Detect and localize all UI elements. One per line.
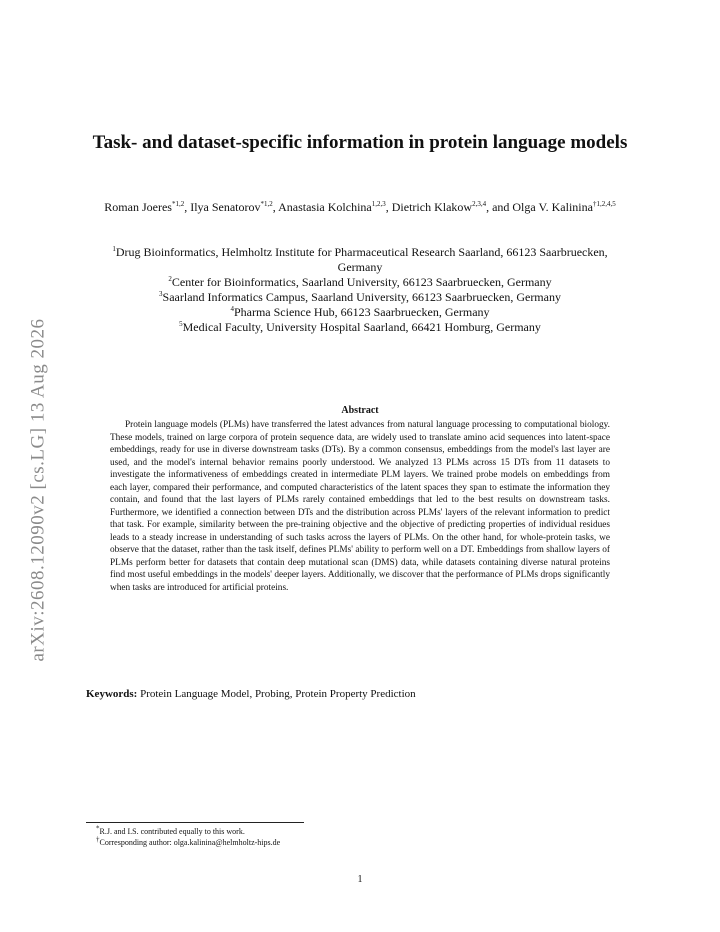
author-separator: , [184, 200, 191, 214]
affiliation-item [90, 275, 630, 290]
affiliation-number: 1 [112, 245, 116, 253]
affiliation-item [90, 290, 630, 305]
author-name: Ilya Senatorov [190, 200, 261, 214]
keywords-line [86, 688, 646, 700]
footnote-item [96, 826, 596, 837]
footnote-mark: † [96, 835, 100, 844]
author-separator: , [272, 200, 279, 214]
keywords-label: Keywords: [86, 688, 138, 700]
affiliation-item [90, 245, 630, 275]
footnote-list [96, 826, 596, 848]
affiliation-number: 2 [168, 275, 172, 283]
abstract-body: Protein language models (PLMs) have transferred the latest advances from natural language processing to computational biology. These models, trained on large corpora of protein sequence data, are widely used to translate amino acid sequences into latent-space embeddings, ready for use in diverse downstream tasks (DTs). By a common consensus, embeddings from the model's last layer are used, and the model's internal behavior remains poorly understood. We analyzed 13 PLMs across 15 DTs from 11 datasets to investigate the informativeness of embeddings created in intermediate PLM layers. We trained probe models on embeddings from each layer, compared their performance, and computed characteristics of the latent spaces they span to estimate the information they contain, and found that the last layers of PLMs rarely contained embeddings that led to the best results on downstream tasks. Furthermore, we identified a connection between DTs and the distribution across PLMs' layers of the relevant information to predict that task. For example, similarity between the pre-training objective and the objective of predicting properties of individual residues leads to a steady increase in understanding of such tasks across the layers of PLMs. On the other hand, for whole-protein tasks, we observe that the dataset, rather than the task itself, defines PLMs' ability to perform well on a DT. Embeddings from shallow layers of PLMs perform better for datasets that contain deep mutational scan (DMS) data, while datasets containing diverse natural proteins find most useful embeddings in the models' deeper layers. Additionally, we discover that the performance of PLMs drops significantly when tasks are introduced for artificial proteins. [110, 420, 610, 593]
author-name: Olga V. Kalinina [512, 200, 593, 214]
author-name: Dietrich Klakow [391, 200, 473, 214]
affiliation-item [90, 305, 630, 320]
footnote-text: Corresponding author: olga.kalinina@helmholtz-hips.de [99, 838, 281, 847]
paper-title: Task- and dataset-specific information in protein language models [92, 132, 628, 153]
keywords-text: Protein Language Model, Probing, Protein Property Prediction [140, 688, 416, 700]
affiliation-text: Saarland Informatics Campus, Saarland University, 66123 Saarbruecken, Germany [162, 290, 561, 304]
affiliation-number: 4 [230, 305, 234, 313]
page-number: 1 [357, 874, 363, 885]
author-name: Roman Joeres [104, 200, 172, 214]
author-separator: , [385, 200, 392, 214]
author-list [80, 200, 640, 215]
arxiv-identifier-text: arXiv:2608.12090v2 [cs.LG] 13 Aug 2026 [28, 318, 49, 662]
affiliation-number: 5 [179, 320, 183, 328]
author-affiliation-mark: †1,2,4,5 [592, 200, 616, 208]
footnote-divider [86, 822, 304, 823]
footnote-mark: * [96, 824, 100, 833]
author-affiliation-mark: 1,2,3 [371, 200, 386, 208]
affiliation-text: Center for Bioinformatics, Saarland University, 66123 Saarbruecken, Germany [171, 275, 552, 289]
arxiv-identifier-stamp [22, 318, 56, 662]
author-affiliation-mark: *1,2 [260, 200, 273, 208]
author-affiliation-mark: *1,2 [171, 200, 185, 208]
affiliation-list [90, 245, 630, 335]
author-separator: , and [486, 200, 513, 214]
abstract-heading: Abstract [341, 405, 379, 416]
affiliation-text: Drug Bioinformatics, Helmholtz Institute for Pharmaceutical Research Saarland, 66123 Saarbruecken, Germany [115, 245, 608, 274]
footnote-text: R.J. and I.S. contributed equally to this work. [99, 827, 245, 836]
author-affiliation-mark: 2,3,4 [472, 200, 487, 208]
author-name: Anastasia Kolchina [278, 200, 372, 214]
affiliation-text: Medical Faculty, University Hospital Saarland, 66421 Homburg, Germany [182, 320, 541, 334]
affiliation-number: 3 [159, 290, 163, 298]
footnote-item [96, 837, 596, 848]
affiliation-item [90, 320, 630, 335]
affiliation-text: Pharma Science Hub, 66123 Saarbruecken, Germany [233, 305, 490, 319]
